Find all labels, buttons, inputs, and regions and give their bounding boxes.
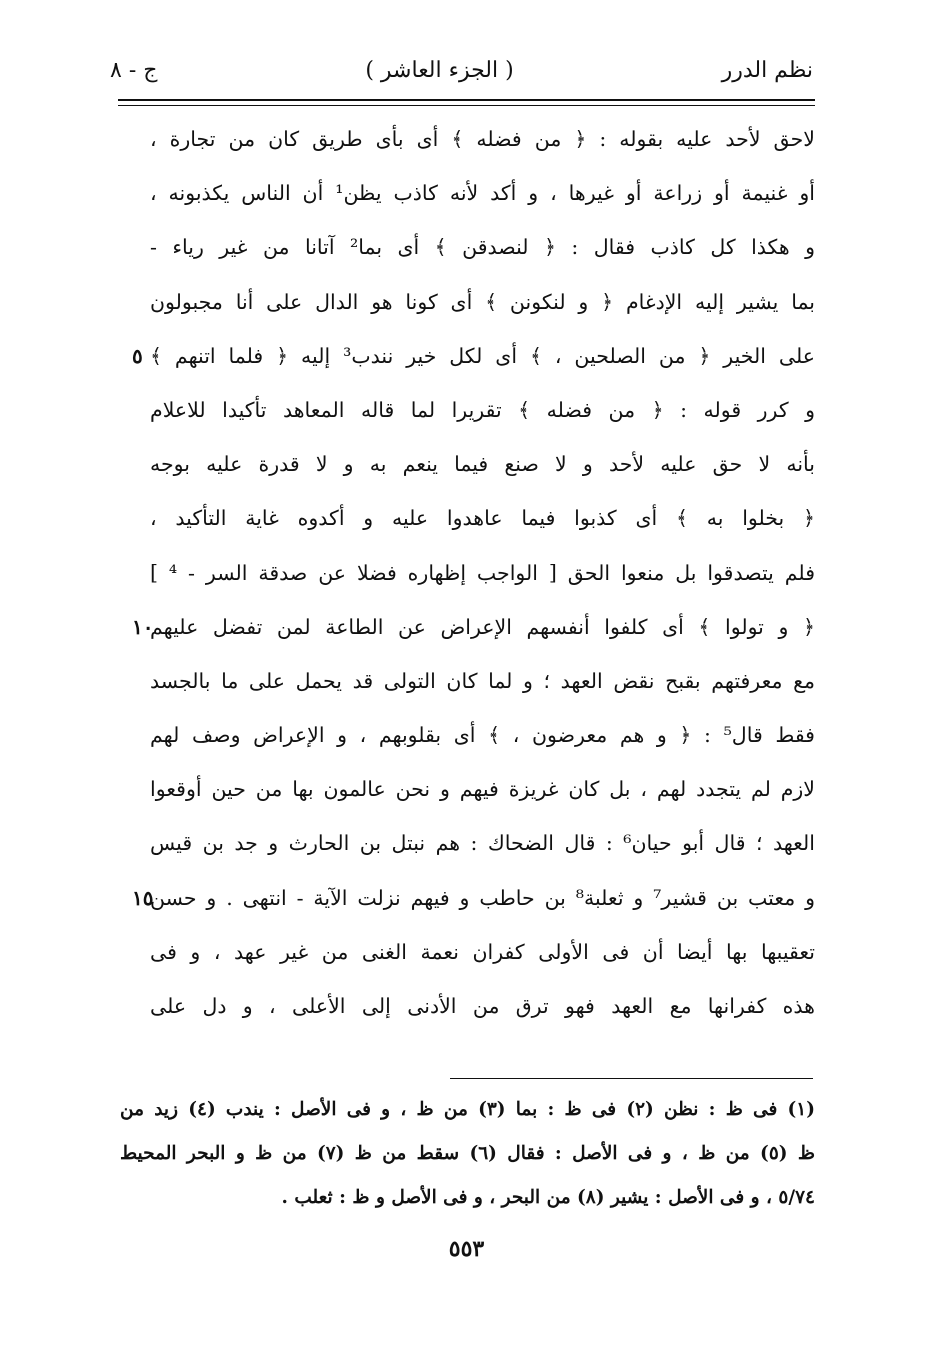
- text-line: مع معرفتهم بقبح نقض العهد ؛ و لما كان التولى قد يحمل على ما بالجسد: [150, 668, 815, 693]
- volume-number: ج - ٨: [110, 57, 158, 83]
- text-line: أو غنيمة أو زراعة أو غيرها ، و أكد لأنه كاذب يظن¹ أن الناس يكذبونه ،: [150, 181, 815, 206]
- text-line: لاحق لأحد عليه بقوله : ﴿ من فضله ﴾ أى بأى طريق كان من تجارة ،: [150, 127, 815, 151]
- text-line: ﴿ و تولوا ﴾ أى كلفوا أنفسهم الإعراض عن الطاعة لمن تفضل عليهم ١٠: [150, 600, 815, 654]
- text-line: و كرر قوله : ﴿ من فضله ﴾ تقريرا لما قاله المعاهد تأكيدا للاعلام: [150, 397, 815, 422]
- line-number-5: ٥: [132, 343, 143, 368]
- line-number-15: ١٥: [132, 885, 154, 910]
- text-line: تعقيبها بها أيضا أن فى الأولى كفران نعمة الغنى من غير عهد ، و فى: [150, 939, 815, 964]
- line-number-10: ١٠: [132, 614, 154, 639]
- text-line: و معتب بن قشير⁷ و ثعلبة⁸ بن حاطب و فيهم نزلت الآية - انتهى . و حسن ١٥: [150, 871, 815, 925]
- header-rule-thick: [118, 99, 815, 101]
- footnote-rule: [450, 1078, 813, 1079]
- header-rule-thin: [118, 105, 815, 106]
- text-line: ﴿ بخلوا به ﴾ أى كذبوا فيما عاهدوا عليه و أكدوه غاية التأكيد ،: [150, 506, 815, 531]
- main-text: [132, 112, 816, 1033]
- text-line: بأنه لا حق عليه لأحد و لا صنع فيما ينعم به و لا قدرة عليه بوجه: [150, 452, 815, 477]
- running-header: [110, 48, 813, 92]
- text-line: فقط قال⁵ : ﴿ و هم معرضون ، ﴾ أى بقلوبهم ، و الإعراض وصف لهم: [150, 723, 815, 748]
- text-line: على الخير ﴿ من الصلحين ، ﴾ أى لكل خير نندب³ إليه ﴿ فلما اتنهم ﴾ ٥: [150, 329, 815, 383]
- footnote-line: ٥/٧٤ ، و فى الأصل : يشير (٨) من البحر ، و فى الأصل و ظ : ثعلب .: [281, 1187, 815, 1208]
- text-line: لازم لم يتجدد لهم ، بل كان غريزة فيهم و نحن عالمون بها من حين أوقعوا: [150, 777, 815, 802]
- part-title: ( الجزء العاشر ): [365, 57, 514, 83]
- footnote-line: (١) فى ظ : نظن (٢) فى ظ : بما (٣) من ظ ، و فى الأصل : يندب (٤) زيد من: [120, 1099, 815, 1120]
- text-line: بما يشير إليه الإدغام ﴿ و لنكونن ﴾ أى كونا هو الدال على أنا مجبولون: [150, 289, 815, 314]
- text-line: العهد ؛ قال أبو حيان⁶ : قال الضحاك : هم نبتل بن الحارث و جد بن قيس: [150, 831, 815, 856]
- footnotes: [120, 1088, 815, 1220]
- page-number: ٥٥٣: [448, 1236, 485, 1262]
- text-line: و هكذا كل كاذب فقال : ﴿ لنصدقن ﴾ أى بما² آتانا من غير رياء -: [150, 235, 816, 260]
- text-line: فلم يتصدقوا بل منعوا الحق [ الواجب إظهاره فضلا عن صدقة السر - ⁴ ]: [150, 560, 816, 585]
- text-line: هذه كفرانها مع العهد فهو ترق من الأدنى إلى الأعلى ، و دل على: [150, 994, 815, 1018]
- footnote-line: ظ (٥) من ظ ، و فى الأصل : فقال (٦) سقط من ظ (٧) من ظ و البحر المحيط: [120, 1143, 815, 1164]
- book-title: نظم الدرر: [721, 57, 813, 83]
